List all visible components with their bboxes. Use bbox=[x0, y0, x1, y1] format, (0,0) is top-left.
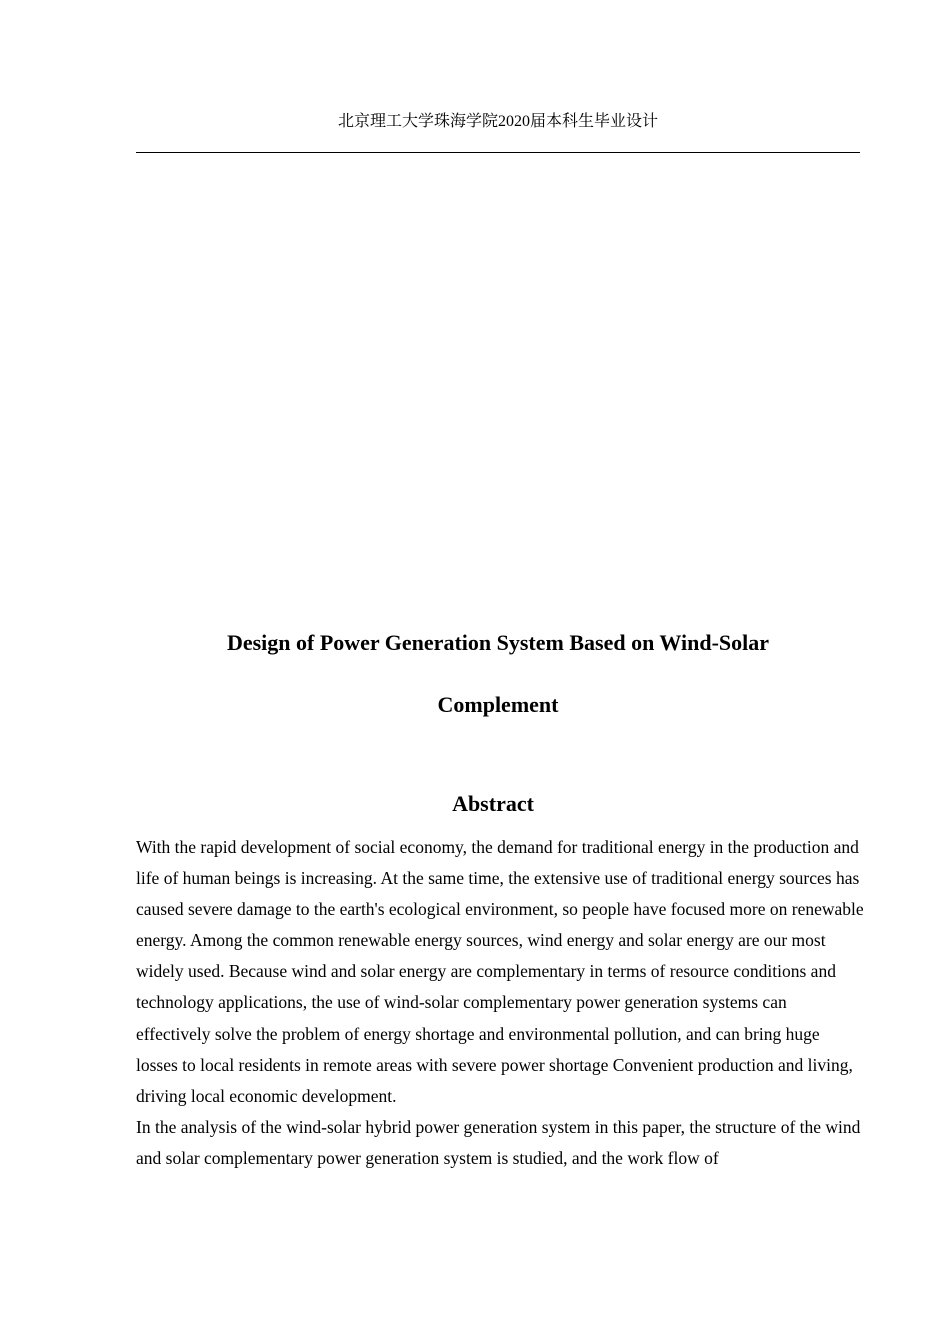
header-divider bbox=[136, 152, 860, 153]
page-header: 北京理工大学珠海学院2020届本科生毕业设计 bbox=[337, 113, 658, 130]
thesis-title-line-1: Design of Power Generation System Based on Wind-Solar bbox=[226, 630, 770, 655]
thesis-title-line-2: Complement bbox=[437, 692, 559, 717]
abstract-paragraph-2: In the analysis of the wind-solar hybrid power generation system in this paper, the structure of the wind and solar complementary power generation system is studied, and the work flow of bbox=[136, 1116, 861, 1168]
abstract-body bbox=[136, 832, 864, 1174]
thesis-title bbox=[136, 612, 860, 736]
abstract-paragraph-1: With the rapid development of social economy, the demand for traditional energy in the production and life of human beings is increasing. At the same time, the extensive use of traditional energy sources has caused severe damage to the earth's ecological environment, so people have focused more on renewable energy. Among the common renewable energy sources, wind energy and solar energy are our most widely used. Because wind and solar energy are complementary in terms of resource conditions and technology applications, the use of wind-solar complementary power generation systems can effectively solve the problem of energy shortage and environmental pollution, and can bring huge losses to local residents in remote areas with severe power shortage Convenient production and living, driving local economic development. bbox=[136, 837, 864, 1106]
abstract-heading: Abstract bbox=[452, 791, 534, 816]
